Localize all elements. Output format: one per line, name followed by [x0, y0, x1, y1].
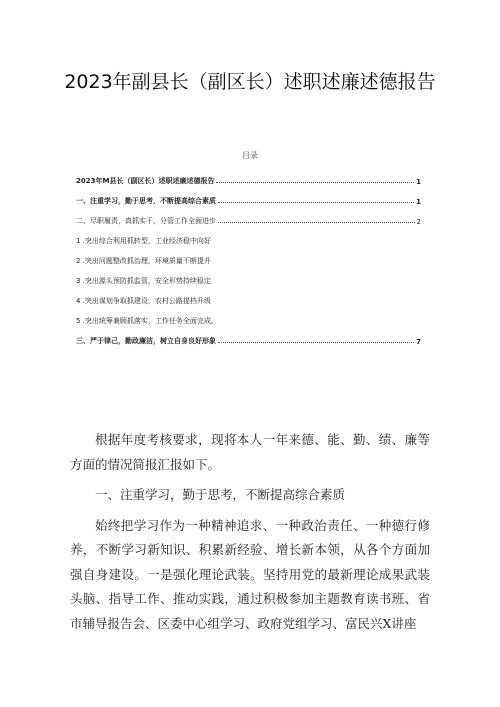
document-title: 2023年副县长（副区长）述职述廉述德报告 — [64, 71, 436, 93]
toc-entry-text: 4 .突出谋划争取抓建设，农村公路提档升级 — [76, 297, 211, 305]
toc-entry-text: 三、严于律己，勤政廉洁，树立自身良好形象 — [76, 337, 216, 345]
toc-entry-text: 2 .突出问题整改抓治理，环境质量不断提升 — [76, 257, 211, 265]
toc-page-number: 2 — [416, 218, 421, 226]
toc-entry[interactable] — [76, 332, 421, 346]
toc-page-number: 7 — [416, 338, 421, 346]
toc-entry-text: 3 .突出源头预防抓监管，安全形势持续稳定 — [76, 277, 211, 285]
body-paragraph: 始终把学习作为一种精神追求、一种政治责任、一种德行修养，不断学习新知识、积累新经验、增长新本领，从各个方面加强自身建设。一是强化理论武装。坚持用党的最新理论成果武装头脑、指导工作、推动实践，通过积极参加主题教育读书班、省市辅导报告会、区委中心组学习、政府党组学习、富民兴X讲座 — [70, 517, 430, 631]
toc-leader-dots — [218, 201, 414, 203]
toc-entry-text: 二、尽职履责，真抓实干，分管工作全面进步 — [76, 217, 216, 225]
toc-leader-dots — [218, 341, 414, 343]
toc-entry-text: 2023年M县长（副区长）述职述廉述德报告 — [76, 177, 215, 185]
toc-entry-text: 1 .突出综合利用抓转型，工业经济稳中向好 — [76, 237, 211, 245]
toc-entry[interactable] — [76, 212, 421, 226]
toc-entry-text: 5 .突出统筹兼顾抓落实，工作任务全面完成。 — [76, 317, 218, 325]
body-text — [70, 428, 430, 642]
toc-page-number: 1 — [416, 178, 421, 186]
toc-page-number: 1 — [416, 198, 421, 206]
toc-entry[interactable] — [76, 252, 421, 266]
toc-entry[interactable] — [76, 292, 421, 306]
table-of-contents — [76, 172, 421, 352]
toc-leader-dots — [218, 221, 415, 223]
toc-leader-dots — [216, 181, 414, 183]
toc-entry[interactable] — [76, 312, 421, 326]
intro-paragraph: 根据年度考核要求，现将本人一年来德、能、勤、绩、廉等方面的情况简报汇报如下。 — [70, 432, 430, 472]
toc-entry[interactable] — [76, 192, 421, 206]
section-heading: 一、注重学习，勤于思考，不断提高综合素质 — [95, 487, 346, 502]
toc-entry[interactable] — [76, 232, 421, 246]
toc-entry[interactable] — [76, 272, 421, 286]
toc-entry[interactable] — [76, 172, 421, 186]
toc-heading: 目录 — [242, 151, 258, 160]
toc-entry-text: 一、注重学习，勤于思考，不断提高综合素质 — [76, 197, 216, 205]
